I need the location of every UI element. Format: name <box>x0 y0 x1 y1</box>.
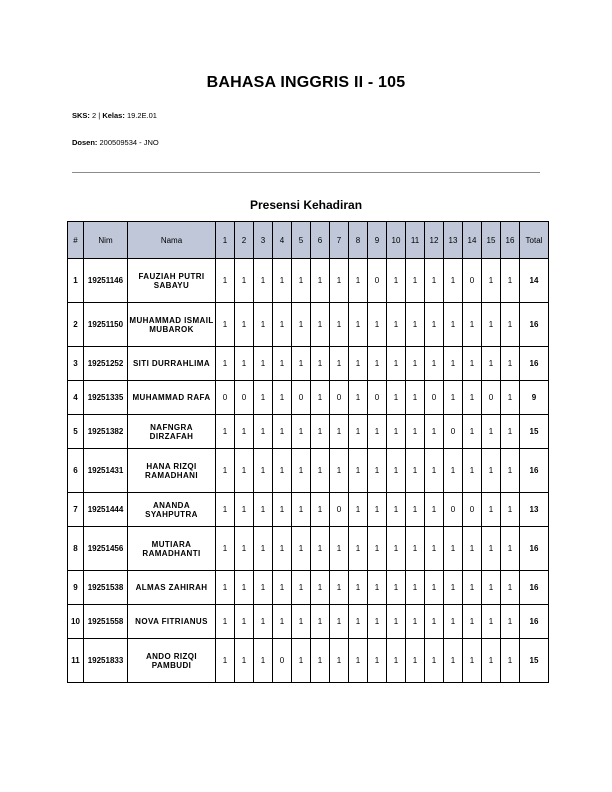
column-header: 11 <box>406 222 425 259</box>
name-cell: ALMAS ZAHIRAH <box>128 571 216 605</box>
attendance-cell: 1 <box>368 303 387 347</box>
attendance-cell: 1 <box>292 571 311 605</box>
attendance-cell: 0 <box>216 381 235 415</box>
column-header: Nim <box>84 222 128 259</box>
attendance-cell: 1 <box>330 449 349 493</box>
table-row <box>68 347 549 381</box>
attendance-cell: 1 <box>311 347 330 381</box>
attendance-cell: 1 <box>501 347 520 381</box>
column-header: 3 <box>254 222 273 259</box>
attendance-cell: 1 <box>235 415 254 449</box>
row-number-cell: 11 <box>68 639 84 683</box>
attendance-cell: 0 <box>235 381 254 415</box>
attendance-cell: 1 <box>235 639 254 683</box>
attendance-cell: 1 <box>349 449 368 493</box>
attendance-cell: 1 <box>387 303 406 347</box>
attendance-cell: 1 <box>292 449 311 493</box>
sks-value: 2 <box>92 111 97 120</box>
table-row <box>68 381 549 415</box>
attendance-cell: 1 <box>501 449 520 493</box>
attendance-cell: 1 <box>216 639 235 683</box>
attendance-cell: 0 <box>425 381 444 415</box>
attendance-cell: 1 <box>406 527 425 571</box>
attendance-cell: 1 <box>387 347 406 381</box>
nim-cell: 19251431 <box>84 449 128 493</box>
attendance-cell: 1 <box>482 571 501 605</box>
attendance-cell: 1 <box>387 449 406 493</box>
attendance-cell: 1 <box>425 347 444 381</box>
attendance-cell: 1 <box>482 527 501 571</box>
attendance-cell: 1 <box>349 571 368 605</box>
attendance-cell: 1 <box>463 449 482 493</box>
attendance-cell: 1 <box>292 639 311 683</box>
attendance-cell: 1 <box>406 571 425 605</box>
attendance-cell: 1 <box>387 493 406 527</box>
dosen-label: Dosen: <box>72 138 98 147</box>
table-row <box>68 449 549 493</box>
attendance-cell: 1 <box>216 571 235 605</box>
attendance-cell: 1 <box>406 605 425 639</box>
attendance-cell: 1 <box>311 527 330 571</box>
attendance-cell: 1 <box>254 493 273 527</box>
attendance-cell: 1 <box>235 303 254 347</box>
row-number-cell: 10 <box>68 605 84 639</box>
attendance-cell: 1 <box>368 639 387 683</box>
total-cell: 16 <box>520 527 549 571</box>
total-cell: 16 <box>520 605 549 639</box>
meta-separator: | <box>98 111 101 120</box>
attendance-cell: 0 <box>463 493 482 527</box>
attendance-cell: 1 <box>482 347 501 381</box>
attendance-cell: 1 <box>273 303 292 347</box>
attendance-cell: 1 <box>254 605 273 639</box>
total-cell: 16 <box>520 571 549 605</box>
attendance-cell: 1 <box>235 605 254 639</box>
name-cell: SITI DURRAHLIMA <box>128 347 216 381</box>
attendance-cell: 1 <box>330 639 349 683</box>
name-cell: NAFNGRA DIRZAFAH <box>128 415 216 449</box>
row-number-cell: 2 <box>68 303 84 347</box>
attendance-cell: 1 <box>387 571 406 605</box>
nim-cell: 19251456 <box>84 527 128 571</box>
nim-cell: 19251444 <box>84 493 128 527</box>
column-header: 14 <box>463 222 482 259</box>
attendance-cell: 1 <box>368 527 387 571</box>
total-cell: 16 <box>520 347 549 381</box>
nim-cell: 19251833 <box>84 639 128 683</box>
attendance-cell: 1 <box>501 493 520 527</box>
total-cell: 9 <box>520 381 549 415</box>
attendance-cell: 1 <box>406 259 425 303</box>
total-cell: 16 <box>520 303 549 347</box>
attendance-cell: 1 <box>254 571 273 605</box>
row-number-cell: 9 <box>68 571 84 605</box>
column-header: 13 <box>444 222 463 259</box>
attendance-cell: 1 <box>273 415 292 449</box>
attendance-cell: 1 <box>235 449 254 493</box>
attendance-cell: 0 <box>444 493 463 527</box>
attendance-cell: 1 <box>254 381 273 415</box>
attendance-cell: 1 <box>235 527 254 571</box>
row-number-cell: 1 <box>68 259 84 303</box>
attendance-cell: 1 <box>482 605 501 639</box>
attendance-cell: 1 <box>330 605 349 639</box>
attendance-cell: 1 <box>368 347 387 381</box>
table-row <box>68 259 549 303</box>
attendance-cell: 1 <box>235 259 254 303</box>
attendance-cell: 1 <box>406 449 425 493</box>
page-title: BAHASA INGGRIS II - 105 <box>206 74 406 91</box>
name-cell: MUHAMMAD RAFA <box>128 381 216 415</box>
table-row <box>68 605 549 639</box>
attendance-cell: 1 <box>292 303 311 347</box>
row-number-cell: 4 <box>68 381 84 415</box>
attendance-cell: 1 <box>425 259 444 303</box>
attendance-cell: 0 <box>273 639 292 683</box>
attendance-cell: 1 <box>349 527 368 571</box>
column-header: # <box>68 222 84 259</box>
attendance-cell: 1 <box>273 381 292 415</box>
table-row <box>68 415 549 449</box>
attendance-cell: 1 <box>463 303 482 347</box>
table-row <box>68 493 549 527</box>
total-cell: 13 <box>520 493 549 527</box>
attendance-cell: 1 <box>482 415 501 449</box>
name-cell: ANDO RIZQI PAMBUDI <box>128 639 216 683</box>
attendance-cell: 1 <box>292 259 311 303</box>
attendance-cell: 1 <box>406 381 425 415</box>
lecturer-info-line <box>72 138 159 147</box>
nim-cell: 19251382 <box>84 415 128 449</box>
attendance-cell: 1 <box>273 527 292 571</box>
attendance-cell: 0 <box>368 381 387 415</box>
attendance-cell: 1 <box>254 527 273 571</box>
course-info-line <box>72 111 157 120</box>
column-header: 16 <box>501 222 520 259</box>
column-header: 8 <box>349 222 368 259</box>
column-header: 2 <box>235 222 254 259</box>
attendance-cell: 1 <box>425 449 444 493</box>
attendance-cell: 1 <box>463 639 482 683</box>
attendance-cell: 1 <box>406 415 425 449</box>
attendance-cell: 1 <box>254 347 273 381</box>
attendance-cell: 1 <box>349 347 368 381</box>
divider <box>72 172 540 173</box>
attendance-cell: 0 <box>368 259 387 303</box>
dosen-value: 200509534 - JNO <box>99 138 159 147</box>
attendance-cell: 1 <box>444 639 463 683</box>
row-number-cell: 3 <box>68 347 84 381</box>
attendance-cell: 1 <box>292 347 311 381</box>
attendance-cell: 1 <box>330 571 349 605</box>
attendance-cell: 1 <box>235 347 254 381</box>
attendance-cell: 1 <box>425 639 444 683</box>
attendance-cell: 1 <box>406 303 425 347</box>
attendance-cell: 1 <box>349 259 368 303</box>
attendance-cell: 1 <box>273 449 292 493</box>
column-header: 12 <box>425 222 444 259</box>
table-row <box>68 527 549 571</box>
attendance-cell: 1 <box>425 571 444 605</box>
attendance-cell: 1 <box>444 381 463 415</box>
attendance-cell: 1 <box>482 259 501 303</box>
kelas-label: Kelas: <box>102 111 125 120</box>
attendance-cell: 1 <box>482 639 501 683</box>
attendance-cell: 1 <box>311 493 330 527</box>
attendance-cell: 1 <box>311 415 330 449</box>
name-cell: FAUZIAH PUTRI SABAYU <box>128 259 216 303</box>
table-header-row <box>68 222 549 259</box>
attendance-cell: 1 <box>311 381 330 415</box>
attendance-cell: 1 <box>501 381 520 415</box>
attendance-cell: 1 <box>216 605 235 639</box>
attendance-cell: 1 <box>444 605 463 639</box>
attendance-cell: 1 <box>330 527 349 571</box>
name-cell: HANA RIZQI RAMADHANI <box>128 449 216 493</box>
nim-cell: 19251146 <box>84 259 128 303</box>
attendance-cell: 1 <box>311 639 330 683</box>
attendance-cell: 1 <box>254 639 273 683</box>
row-number-cell: 7 <box>68 493 84 527</box>
attendance-cell: 1 <box>368 605 387 639</box>
attendance-cell: 1 <box>273 571 292 605</box>
table-row <box>68 571 549 605</box>
nim-cell: 19251335 <box>84 381 128 415</box>
sks-label: SKS: <box>72 111 90 120</box>
attendance-cell: 1 <box>292 415 311 449</box>
attendance-cell: 1 <box>368 449 387 493</box>
column-header: 1 <box>216 222 235 259</box>
attendance-cell: 1 <box>349 493 368 527</box>
attendance-cell: 1 <box>501 259 520 303</box>
column-header: 10 <box>387 222 406 259</box>
section-title: Presensi Kehadiran <box>249 198 363 212</box>
attendance-cell: 1 <box>501 527 520 571</box>
attendance-table <box>67 221 549 683</box>
attendance-cell: 1 <box>254 259 273 303</box>
attendance-cell: 1 <box>501 415 520 449</box>
attendance-cell: 0 <box>482 381 501 415</box>
attendance-cell: 1 <box>216 527 235 571</box>
attendance-cell: 1 <box>349 415 368 449</box>
attendance-cell: 1 <box>463 571 482 605</box>
total-cell: 15 <box>520 639 549 683</box>
attendance-cell: 1 <box>444 449 463 493</box>
attendance-cell: 1 <box>406 493 425 527</box>
attendance-cell: 1 <box>216 415 235 449</box>
attendance-cell: 1 <box>216 449 235 493</box>
total-cell: 15 <box>520 415 549 449</box>
attendance-cell: 1 <box>273 347 292 381</box>
attendance-cell: 1 <box>273 259 292 303</box>
total-cell: 14 <box>520 259 549 303</box>
attendance-cell: 1 <box>330 347 349 381</box>
attendance-cell: 1 <box>387 415 406 449</box>
attendance-cell: 1 <box>254 415 273 449</box>
table-row <box>68 639 549 683</box>
attendance-cell: 1 <box>273 493 292 527</box>
attendance-cell: 1 <box>311 605 330 639</box>
kelas-value: 19.2E.01 <box>126 111 157 120</box>
attendance-cell: 1 <box>216 303 235 347</box>
attendance-cell: 0 <box>292 381 311 415</box>
attendance-cell: 1 <box>311 303 330 347</box>
attendance-cell: 1 <box>273 605 292 639</box>
column-header: 15 <box>482 222 501 259</box>
attendance-cell: 1 <box>216 347 235 381</box>
attendance-cell: 1 <box>406 347 425 381</box>
column-header: Total <box>520 222 549 259</box>
name-cell: MUHAMMAD ISMAIL MUBAROK <box>128 303 216 347</box>
attendance-cell: 1 <box>463 527 482 571</box>
column-header: 4 <box>273 222 292 259</box>
attendance-cell: 1 <box>235 493 254 527</box>
attendance-cell: 1 <box>387 527 406 571</box>
name-cell: NOVA FITRIANUS <box>128 605 216 639</box>
attendance-cell: 1 <box>444 303 463 347</box>
column-header: 5 <box>292 222 311 259</box>
attendance-cell: 1 <box>425 605 444 639</box>
attendance-cell: 0 <box>463 259 482 303</box>
attendance-cell: 1 <box>444 571 463 605</box>
attendance-cell: 1 <box>387 605 406 639</box>
attendance-cell: 0 <box>330 493 349 527</box>
attendance-cell: 0 <box>330 381 349 415</box>
attendance-cell: 1 <box>406 639 425 683</box>
attendance-cell: 1 <box>463 347 482 381</box>
attendance-cell: 1 <box>444 527 463 571</box>
nim-cell: 19251558 <box>84 605 128 639</box>
attendance-cell: 1 <box>330 303 349 347</box>
attendance-cell: 1 <box>482 493 501 527</box>
attendance-cell: 1 <box>387 259 406 303</box>
attendance-cell: 1 <box>216 493 235 527</box>
attendance-cell: 1 <box>368 571 387 605</box>
row-number-cell: 8 <box>68 527 84 571</box>
column-header: 7 <box>330 222 349 259</box>
attendance-cell: 1 <box>235 571 254 605</box>
total-cell: 16 <box>520 449 549 493</box>
row-number-cell: 5 <box>68 415 84 449</box>
attendance-cell: 1 <box>425 493 444 527</box>
attendance-cell: 1 <box>463 381 482 415</box>
attendance-cell: 1 <box>387 381 406 415</box>
attendance-cell: 1 <box>330 259 349 303</box>
attendance-cell: 1 <box>501 571 520 605</box>
attendance-cell: 1 <box>349 639 368 683</box>
row-number-cell: 6 <box>68 449 84 493</box>
attendance-cell: 1 <box>425 415 444 449</box>
column-header: Nama <box>128 222 216 259</box>
table-body <box>68 259 549 683</box>
attendance-cell: 1 <box>501 605 520 639</box>
attendance-cell: 1 <box>292 605 311 639</box>
attendance-cell: 1 <box>501 303 520 347</box>
attendance-cell: 1 <box>311 449 330 493</box>
name-cell: ANANDA SYAHPUTRA <box>128 493 216 527</box>
attendance-cell: 1 <box>349 381 368 415</box>
table-row <box>68 303 549 347</box>
attendance-cell: 1 <box>292 493 311 527</box>
attendance-cell: 1 <box>311 259 330 303</box>
attendance-cell: 1 <box>368 415 387 449</box>
attendance-cell: 1 <box>425 527 444 571</box>
attendance-cell: 1 <box>311 571 330 605</box>
attendance-cell: 1 <box>254 449 273 493</box>
name-cell: MUTIARA RAMADHANTI <box>128 527 216 571</box>
attendance-cell: 1 <box>349 605 368 639</box>
attendance-cell: 1 <box>482 303 501 347</box>
attendance-cell: 1 <box>444 347 463 381</box>
attendance-cell: 1 <box>482 449 501 493</box>
attendance-cell: 1 <box>216 259 235 303</box>
attendance-cell: 1 <box>368 493 387 527</box>
column-header: 6 <box>311 222 330 259</box>
attendance-cell: 1 <box>501 639 520 683</box>
attendance-cell: 0 <box>444 415 463 449</box>
attendance-cell: 1 <box>463 415 482 449</box>
attendance-cell: 1 <box>387 639 406 683</box>
attendance-cell: 1 <box>254 303 273 347</box>
attendance-cell: 1 <box>349 303 368 347</box>
nim-cell: 19251150 <box>84 303 128 347</box>
attendance-cell: 1 <box>330 415 349 449</box>
nim-cell: 19251538 <box>84 571 128 605</box>
attendance-cell: 1 <box>463 605 482 639</box>
column-header: 9 <box>368 222 387 259</box>
attendance-cell: 1 <box>292 527 311 571</box>
attendance-cell: 1 <box>425 303 444 347</box>
attendance-cell: 1 <box>444 259 463 303</box>
nim-cell: 19251252 <box>84 347 128 381</box>
